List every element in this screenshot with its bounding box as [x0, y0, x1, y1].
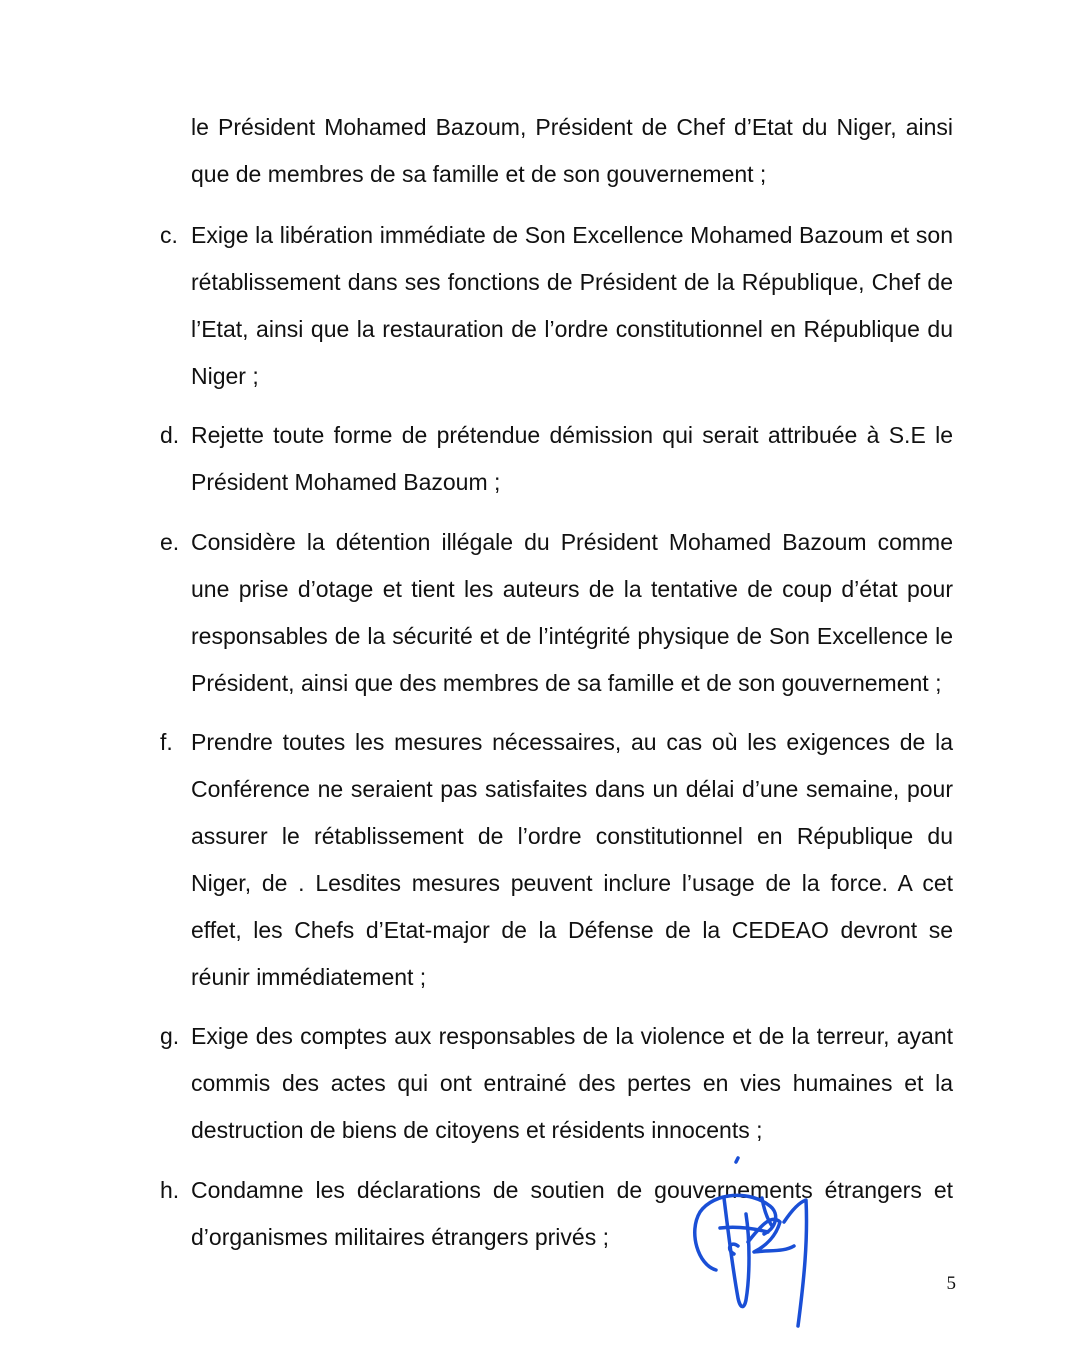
- page-number: 5: [946, 1273, 956, 1294]
- item-text-f: Prendre toutes les mesures nécessaires, au cas où les exigences de la Conférence ne seraient pas satisfaites dans un délai d’une semaine, pour assurer le rétablissement de l’ordre constitutionnel en République du Niger, de . Lesdites mesures peuvent inclure l’usage de la force. A cet effet, les Chefs d’Etat-major de la Défense de la CEDEAO devront se réunir immédiatement ;: [191, 729, 953, 990]
- item-marker-f: f.: [160, 729, 173, 755]
- item-marker-d: d.: [160, 422, 180, 448]
- item-text-c: Exige la libération immédiate de Son Excellence Mohamed Bazoum et son rétablissement dans ses fonctions de Président de la République, Chef de l’Etat, ainsi que la restauration de l’ordre constitutionnel en République du Niger ;: [191, 222, 953, 389]
- item-marker-c: c.: [160, 222, 178, 248]
- item-marker-h: h.: [160, 1177, 180, 1203]
- signature-icon: [680, 1150, 830, 1340]
- item-text-h: Condamne les déclarations de soutien de gouvernements étrangers et d’organismes militaires étrangers privés ;: [191, 1177, 953, 1250]
- item-marker-g: g.: [160, 1023, 180, 1049]
- item-text-g: Exige des comptes aux responsables de la violence et de la terreur, ayant commis des actes qui ont entrainé des pertes en vies humaines et la destruction de biens de citoyens et résidents innocents ;: [191, 1023, 953, 1143]
- continuation-paragraph: le Président Mohamed Bazoum, Président de Chef d’Etat du Niger, ainsi que de membres de sa famille et de son gouvernement ;: [191, 114, 953, 187]
- item-text-e: Considère la détention illégale du Président Mohamed Bazoum comme une prise d’otage et tient les auteurs de la tentative de coup d’état pour responsables de la sécurité et de l’intégrité physique de Son Excellence le Président, ainsi que des membres de sa famille et de son gouvernement ;: [191, 529, 953, 696]
- item-text-d: Rejette toute forme de prétendue démission qui serait attribuée à S.E le Président Mohamed Bazoum ;: [191, 422, 953, 495]
- item-marker-e: e.: [160, 529, 180, 555]
